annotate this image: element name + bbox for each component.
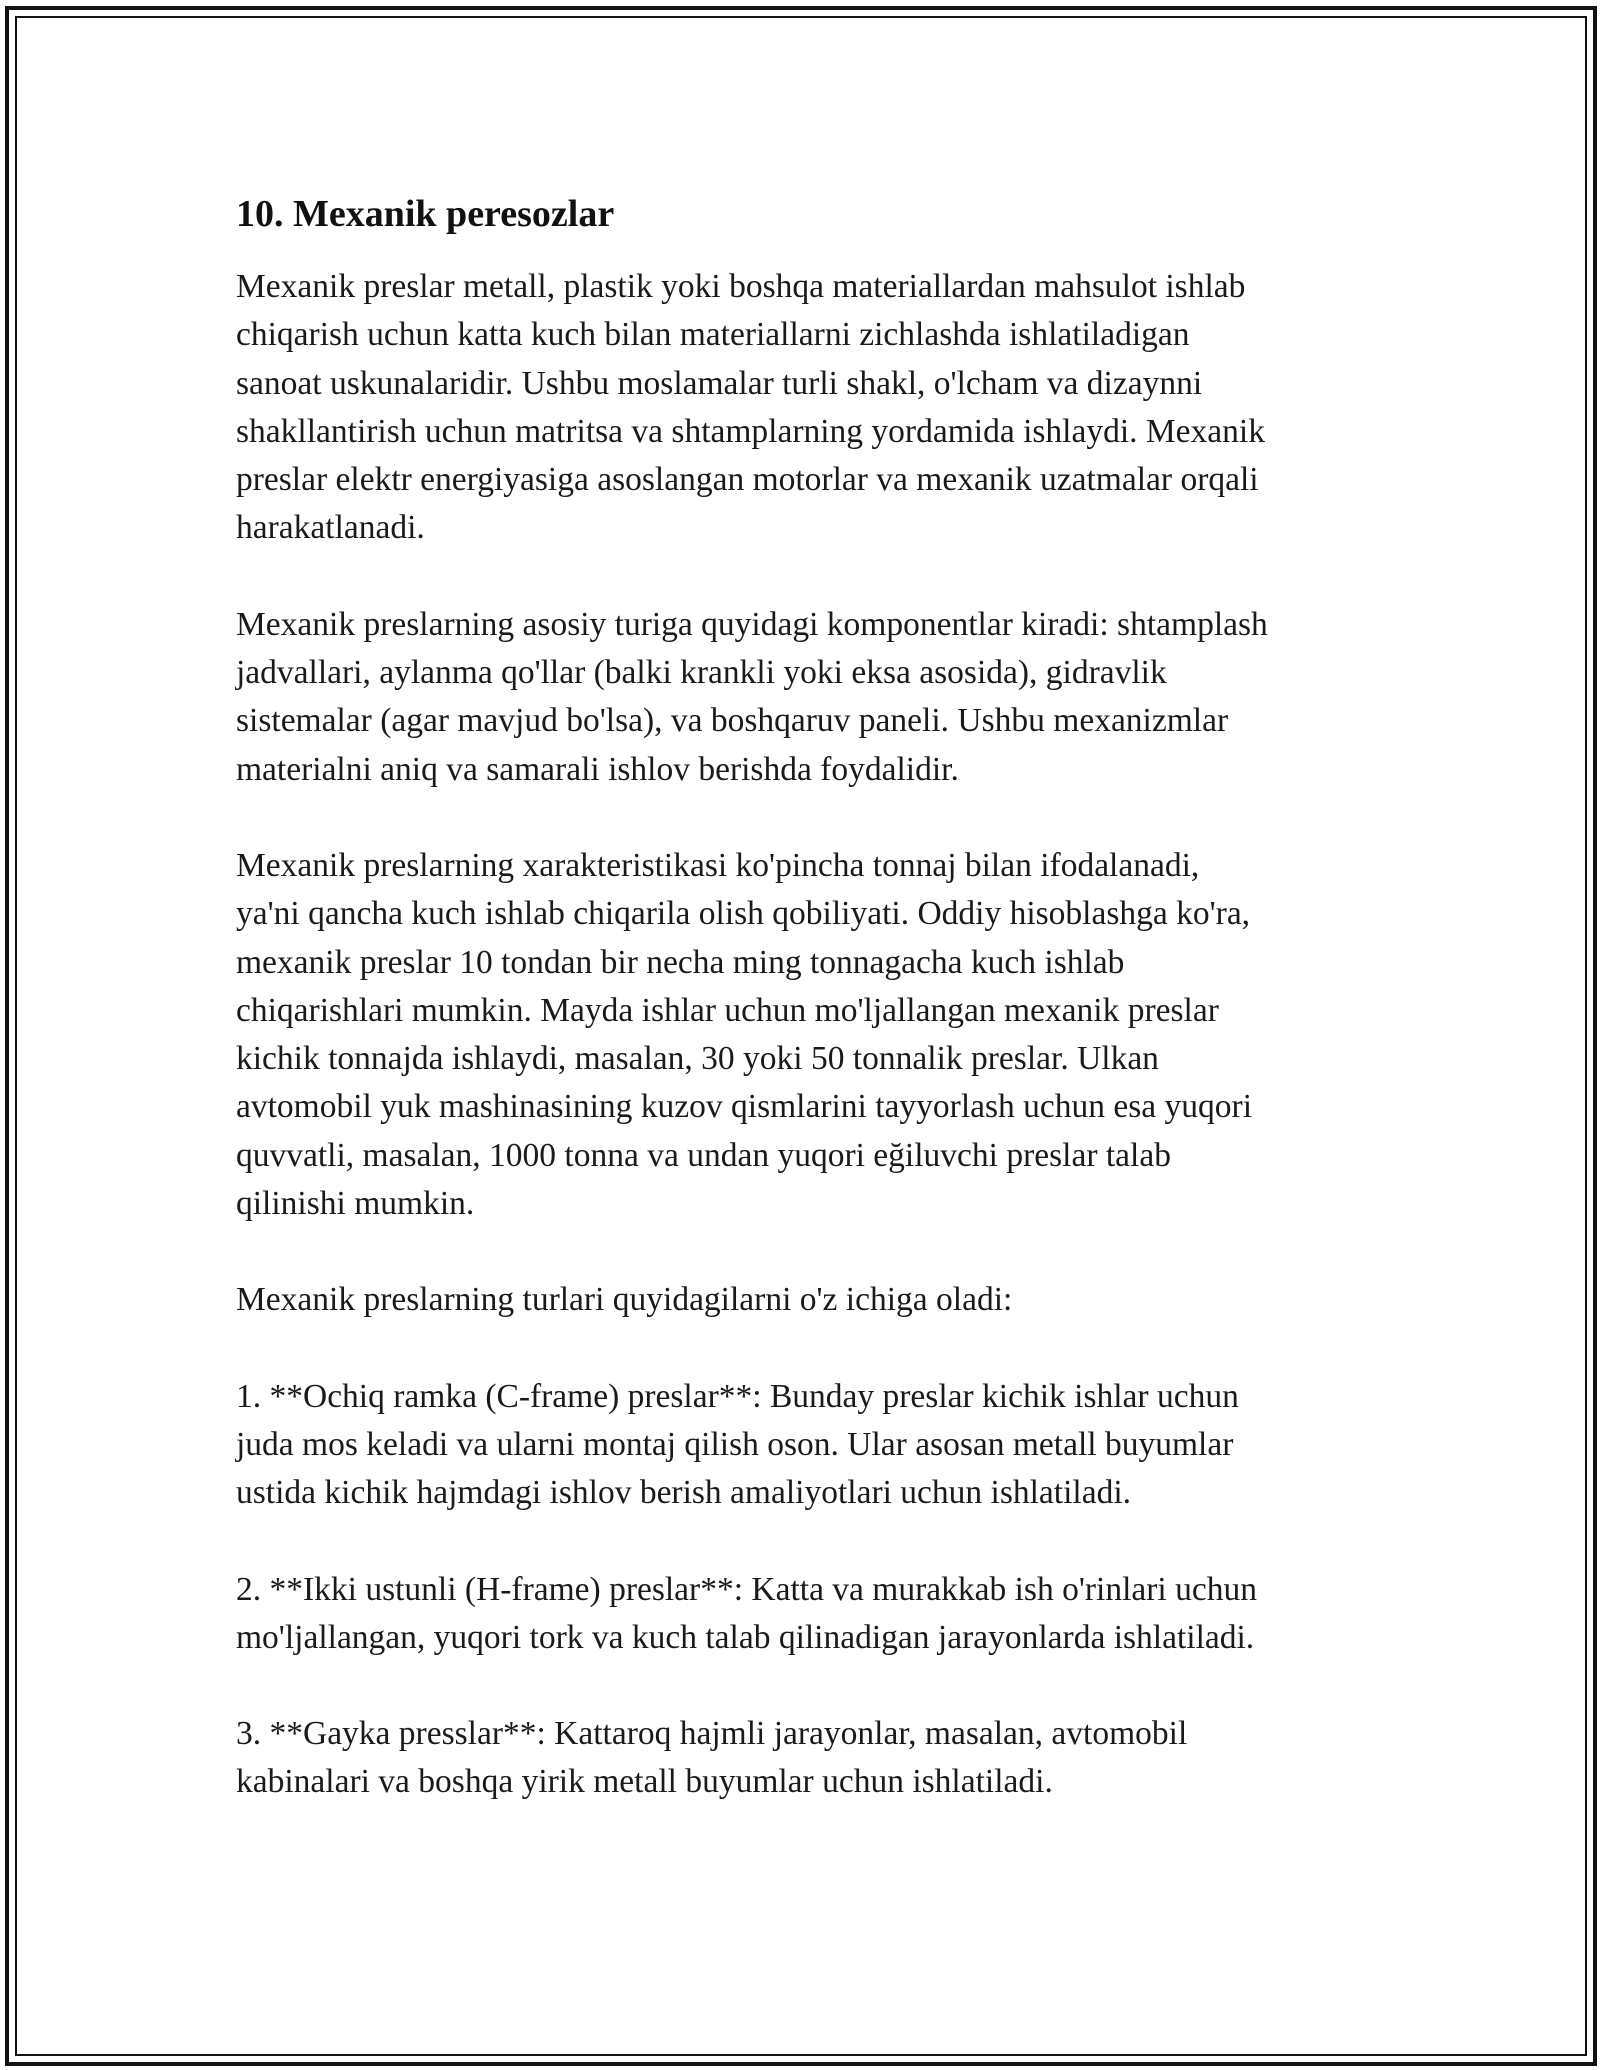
paragraph-types-intro: Mexanik preslarning turlari quyidagilarni o'z ichiga oladi: (236, 1281, 1013, 1319)
document-body (236, 186, 1386, 1855)
list-item-c-frame: 1. **Ochiq ramka (C-frame) preslar**: Bunday preslar kichik ishlar uchun juda mos keladi va ularni montaj qilish oson. Ular asosan metall buyumlar ustida kichik hajmdagi ishlov berish amaliyotlari uchun ishlatiladi. (236, 1377, 1239, 1512)
list-item-nut-press: 3. **Gayka presslar**: Kattaroq hajmli jarayonlar, masalan, avtomobil kabinalari va boshqa yirik metall buyumlar uchun ishlatiladi. (236, 1715, 1188, 1801)
paragraph-tonnage: Mexanik preslarning xarakteristikasi ko'pincha tonnaj bilan ifodalanadi, ya'ni qancha kuch ishlab chiqarila olish qobiliyati. Oddiy hisoblashga ko'ra, mexanik preslar 10 tondan bir necha ming tonnagacha kuch ishlab chiqarishlari mumkin. Mayda ishlar uchun mo'ljallangan mexanik preslar kichik tonnajda ishlaydi, masalan, 30 yoki 50 tonnalik preslar. Ulkan avtomobil yuk mashinasining kuzov qismlarini tayyorlash uchun esa yuqori quvvatli, masalan, 1000 tonna va undan yuqori eğiluvchi preslar talab qilinishi mumkin. (236, 846, 1253, 1223)
paragraph-components: Mexanik preslarning asosiy turiga quyidagi komponentlar kiradi: shtamplash jadvallari, aylanma qo'llar (balki krankli yoki eksa asosida), gidravlik sistemalar (agar mavjud bo'lsa), va boshqaruv paneli. Ushbu mexanizmlar materialni aniq va samarali ishlov berishda foydalidir. (236, 605, 1268, 788)
paragraph-intro: Mexanik preslar metall, plastik yoki boshqa materiallardan mahsulot ishlab chiqarish uchun katta kuch bilan materiallarni zichlashda ishlatiladigan sanoat uskunalaridir. Ushbu moslamalar turli shakl, o'lcham va dizaynni shakllantirish uchun matritsa va shtamplarning yordamida ishlaydi. Mexanik preslar elektr energiyasiga asoslangan motorlar va mexanik uzatmalar orqali harakatlanadi. (236, 268, 1265, 547)
list-item-h-frame: 2. **Ikki ustunli (H-frame) preslar**: Katta va murakkab ish o'rinlari uchun mo'ljallangan, yuqori tork va kuch talab qilinadigan jarayonlarda ishlatiladi. (236, 1570, 1257, 1656)
section-heading: 10. Mexanik peresozlar (236, 193, 615, 235)
